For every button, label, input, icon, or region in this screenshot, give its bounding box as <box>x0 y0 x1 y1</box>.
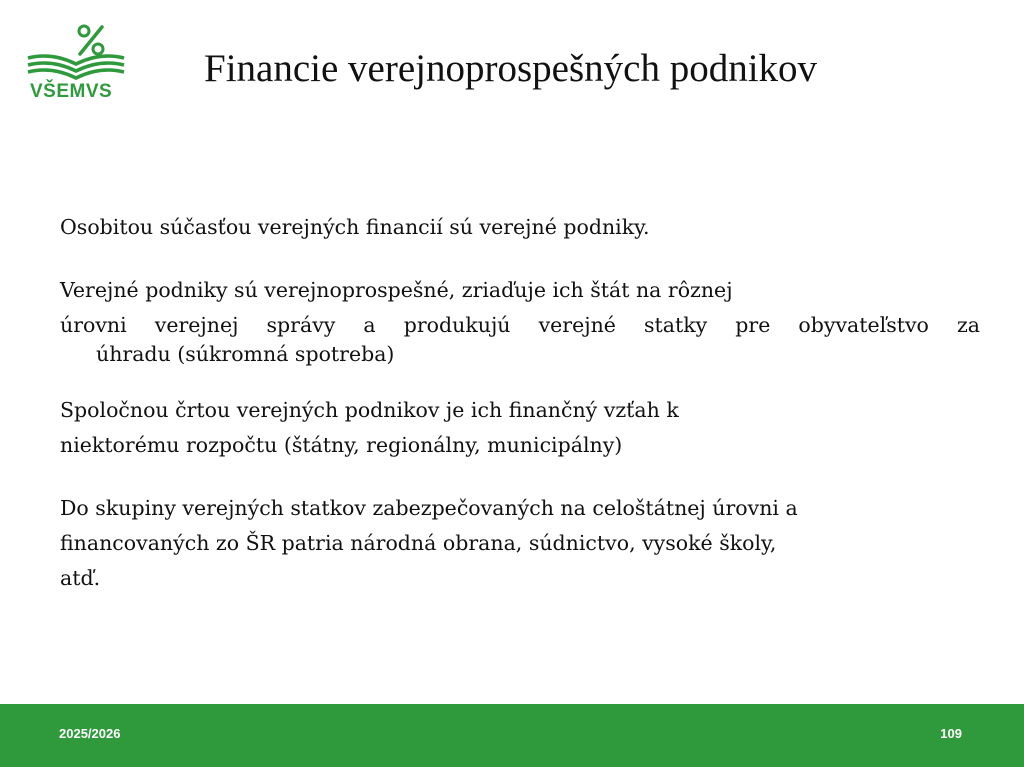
paragraph-3 <box>60 393 980 463</box>
vsemvs-logo <box>22 22 128 106</box>
paragraph-line: úrovni verejnej správy a produkujú verejné statky pre obyvateľstvo za <box>60 313 980 337</box>
logo-text: VŠEMVS <box>30 81 113 102</box>
slide-title: Financie verejnoprospešných podnikov <box>204 47 818 90</box>
page-number: 109 <box>940 726 962 741</box>
paragraph-line: Osobitou súčasťou verejných financií sú verejné podniky. <box>60 215 650 239</box>
paragraph-line: Do skupiny verejných statkov zabezpečovaných na celoštátnej úrovni a <box>60 496 798 520</box>
paragraph-2 <box>60 273 980 365</box>
footer-year: 2025/2026 <box>59 726 121 741</box>
slide-body <box>60 210 980 624</box>
footer-bar <box>0 704 1024 767</box>
paragraph-line: úhradu (súkromná spotreba) <box>96 342 395 366</box>
paragraph-1 <box>60 210 980 245</box>
paragraph-line: financovaných zo ŠR patria národná obrana, súdnictvo, vysoké školy, <box>60 531 777 555</box>
book-percent-icon <box>22 22 128 82</box>
paragraph-line: Spoločnou črtou verejných podnikov je ich finančný vzťah k <box>60 398 679 422</box>
paragraph-line: Verejné podniky sú verejnoprospešné, zriaďuje ich štát na rôznej <box>60 278 733 302</box>
paragraph-line: niektorému rozpočtu (štátny, regionálny, municipálny) <box>60 433 623 457</box>
paragraph-line: atď. <box>60 566 101 590</box>
paragraph-4 <box>60 491 980 596</box>
